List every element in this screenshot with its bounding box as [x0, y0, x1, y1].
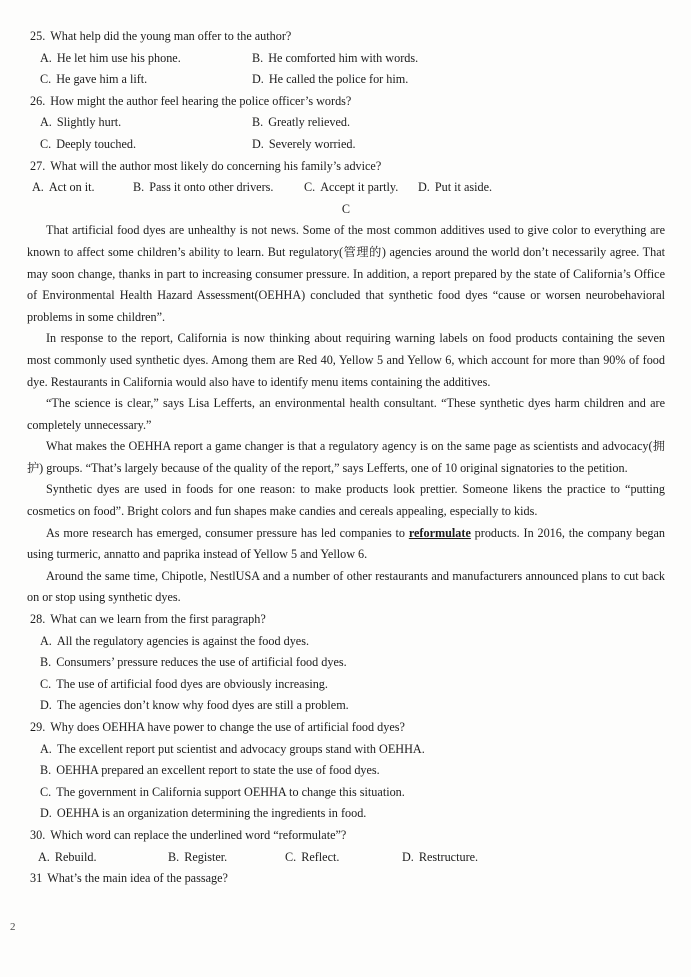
question-number: 28.	[30, 612, 46, 627]
passage-paragraph-6	[27, 523, 665, 566]
question-31	[27, 868, 665, 890]
question-30-option-a	[38, 847, 168, 869]
option-text: He comforted him with words.	[268, 50, 419, 65]
option-label: D.	[40, 806, 52, 821]
question-text: Why does OEHHA have power to change the use of artificial food dyes?	[50, 720, 405, 734]
question-number: 29.	[30, 720, 46, 734]
question-25-options	[27, 48, 665, 91]
option-text: Reflect.	[301, 849, 340, 864]
option-text: The excellent report put scientist and advocacy groups stand with OEHHA.	[56, 741, 425, 756]
question-number: 25.	[30, 29, 46, 43]
question-25-option-a	[40, 48, 252, 70]
option-label: B.	[40, 655, 52, 670]
option-text: Restructure.	[418, 849, 479, 864]
question-27-option-d	[418, 177, 492, 199]
question-26	[27, 91, 665, 156]
passage-paragraph-4: What makes the OEHHA report a game changer is that a regulatory agency is on the same page as scientists and advocacy(拥护) groups. “That’s largely because of the quality of the report,” says Lefferts, one of 10 original signatories to the petition.	[27, 439, 665, 475]
question-29-option-b	[27, 760, 665, 782]
option-label: A.	[38, 849, 50, 864]
option-label: D.	[252, 72, 264, 87]
option-text: Greatly relieved.	[268, 115, 351, 130]
option-text: Accept it partly.	[320, 180, 399, 195]
question-number: 26.	[30, 93, 46, 108]
option-label: C.	[40, 72, 52, 87]
option-label: A.	[40, 50, 52, 65]
option-label: B.	[252, 50, 264, 65]
question-27-option-b	[133, 177, 304, 199]
option-text: He gave him a lift.	[56, 72, 148, 87]
question-27	[27, 156, 665, 199]
question-28-option-d	[27, 695, 665, 717]
passage-paragraph-3: “The science is clear,” says Lisa Lefferts, an environmental health consultant. “These synthetic dyes harm children and are completely unnecessary.”	[27, 396, 665, 432]
question-29-line	[27, 717, 665, 739]
option-text: The use of artificial food dyes are obviously increasing.	[56, 676, 328, 691]
question-27-option-a	[32, 177, 133, 199]
question-26-options	[27, 112, 665, 155]
option-text: All the regulatory agencies is against the food dyes.	[56, 633, 310, 648]
passage-paragraph-5: Synthetic dyes are used in foods for one reason: to make products look prettier. Someone likens the practice to “putting cosmetics on food”. Bright colors and fun shapes make candies and cereals appealing, especially to kids.	[27, 482, 665, 519]
option-text: He called the police for him.	[268, 72, 409, 87]
question-28	[27, 609, 665, 717]
question-27-line	[27, 156, 665, 178]
option-label: B.	[40, 763, 52, 778]
option-label: A.	[32, 180, 44, 195]
question-30	[27, 825, 665, 868]
question-text: Which word can replace the underlined word “reformulate”?	[50, 827, 347, 842]
passage-paragraph-2: In response to the report, California is now thinking about requiring warning labels on food products containing the seven most commonly used synthetic dyes. Among them are Red 40, Yellow 5 and Yellow 6, which account for more than 90% of food dye. Restaurants in California would also have to identify menu items containing the additives.	[27, 331, 665, 389]
option-label: A.	[40, 741, 52, 756]
question-26-line	[27, 91, 665, 113]
option-label: C.	[40, 676, 52, 691]
question-number: 27.	[30, 158, 46, 173]
question-29-option-d	[27, 803, 665, 825]
option-text: The government in California support OEHHA to change this situation.	[56, 784, 405, 799]
question-25-line	[27, 26, 665, 48]
option-text: Rebuild.	[54, 849, 97, 864]
question-29-option-c	[27, 782, 665, 804]
question-29-option-a	[27, 739, 665, 761]
question-31-line	[27, 868, 665, 890]
question-text: What can we learn from the first paragraph?	[50, 612, 266, 627]
question-30-line	[27, 825, 665, 847]
option-label: C.	[304, 180, 316, 195]
option-text: He let him use his phone.	[56, 50, 181, 65]
question-25-option-d	[252, 69, 665, 91]
option-label: B.	[168, 849, 180, 864]
option-text: OEHHA is an organization determining the ingredients in food.	[56, 806, 367, 821]
option-text: Put it aside.	[434, 180, 493, 195]
option-text: Severely worried.	[268, 136, 356, 151]
question-text: What will the author most likely do concerning his family’s advice?	[50, 158, 382, 173]
option-label: D.	[252, 136, 264, 151]
option-text: Deeply touched.	[56, 136, 137, 151]
question-text: What help did the young man offer to the author?	[50, 29, 292, 43]
question-29	[27, 717, 665, 825]
question-28-option-c	[27, 674, 665, 696]
option-label: D.	[40, 698, 52, 713]
option-label: C.	[285, 849, 297, 864]
question-25	[27, 26, 665, 91]
option-text: Slightly hurt.	[56, 115, 122, 130]
question-number: 30.	[30, 827, 46, 842]
question-26-option-c	[40, 134, 252, 156]
underlined-word-reformulate: reformulate	[408, 525, 471, 540]
question-28-option-b	[27, 652, 665, 674]
option-label: C.	[40, 784, 52, 799]
paragraph-6-tail: products. In 2016, the company began using turmeric, annatto and paprika instead of Yellow 5 and Yellow 6.	[27, 525, 665, 562]
option-text: The agencies don’t know why food dyes are still a problem.	[56, 698, 349, 713]
passage-paragraph-7: Around the same time, Chipotle, NestlUSA and a number of other restaurants and manufacturers announced plans to cut back on or stop using synthetic dyes.	[27, 568, 665, 605]
passage-paragraph-1: That artificial food dyes are unhealthy is not news. Some of the most common additives used to give color to everything are known to affect some children’s ability to learn. But regulatory(管理的) agencies around the world don’t necessarily agree. That may soon change, thanks in part to increasing consumer pressure. In addition, a report prepared by the state of California’s Office of Environmental Health Hazard Assessment(OEHHA) concluded that synthetic food dyes “cause or worsen neurobehavioral problems in some children”.	[27, 223, 665, 324]
option-label: C.	[40, 136, 52, 151]
option-label: D.	[402, 849, 414, 864]
option-label: A.	[40, 633, 52, 648]
question-text: What’s the main idea of the passage?	[47, 871, 228, 886]
question-30-option-c	[285, 847, 402, 869]
passage-section-label: C	[341, 201, 351, 216]
paragraph-6-lead: As more research has emerged, consumer pressure has led companies to	[46, 525, 409, 540]
question-26-option-a	[40, 112, 252, 134]
question-25-option-b	[252, 48, 665, 70]
reading-passage	[27, 220, 665, 609]
question-30-option-b	[168, 847, 285, 869]
option-label: D.	[418, 180, 430, 195]
option-label: B.	[252, 115, 264, 130]
option-label: B.	[133, 180, 145, 195]
question-30-option-d	[402, 847, 478, 869]
option-label: A.	[40, 115, 52, 130]
question-number: 31	[30, 871, 43, 886]
question-27-option-c	[304, 177, 418, 199]
option-text: Consumers’ pressure reduces the use of artificial food dyes.	[56, 655, 347, 670]
question-25-option-c	[40, 69, 252, 91]
page-content	[27, 26, 665, 890]
page-number: 2	[10, 921, 16, 933]
option-text: Pass it onto other drivers.	[149, 180, 274, 195]
option-text: Act on it.	[48, 180, 95, 195]
question-30-options	[27, 847, 665, 869]
question-26-option-b	[252, 112, 665, 134]
question-27-options	[27, 177, 665, 199]
question-text: How might the author feel hearing the police officer’s words?	[50, 93, 352, 108]
option-text: OEHHA prepared an excellent report to state the use of food dyes.	[56, 763, 380, 778]
question-28-option-a	[27, 631, 665, 653]
question-26-option-d	[252, 134, 665, 156]
question-28-line	[27, 609, 665, 631]
option-text: Register.	[184, 849, 228, 864]
